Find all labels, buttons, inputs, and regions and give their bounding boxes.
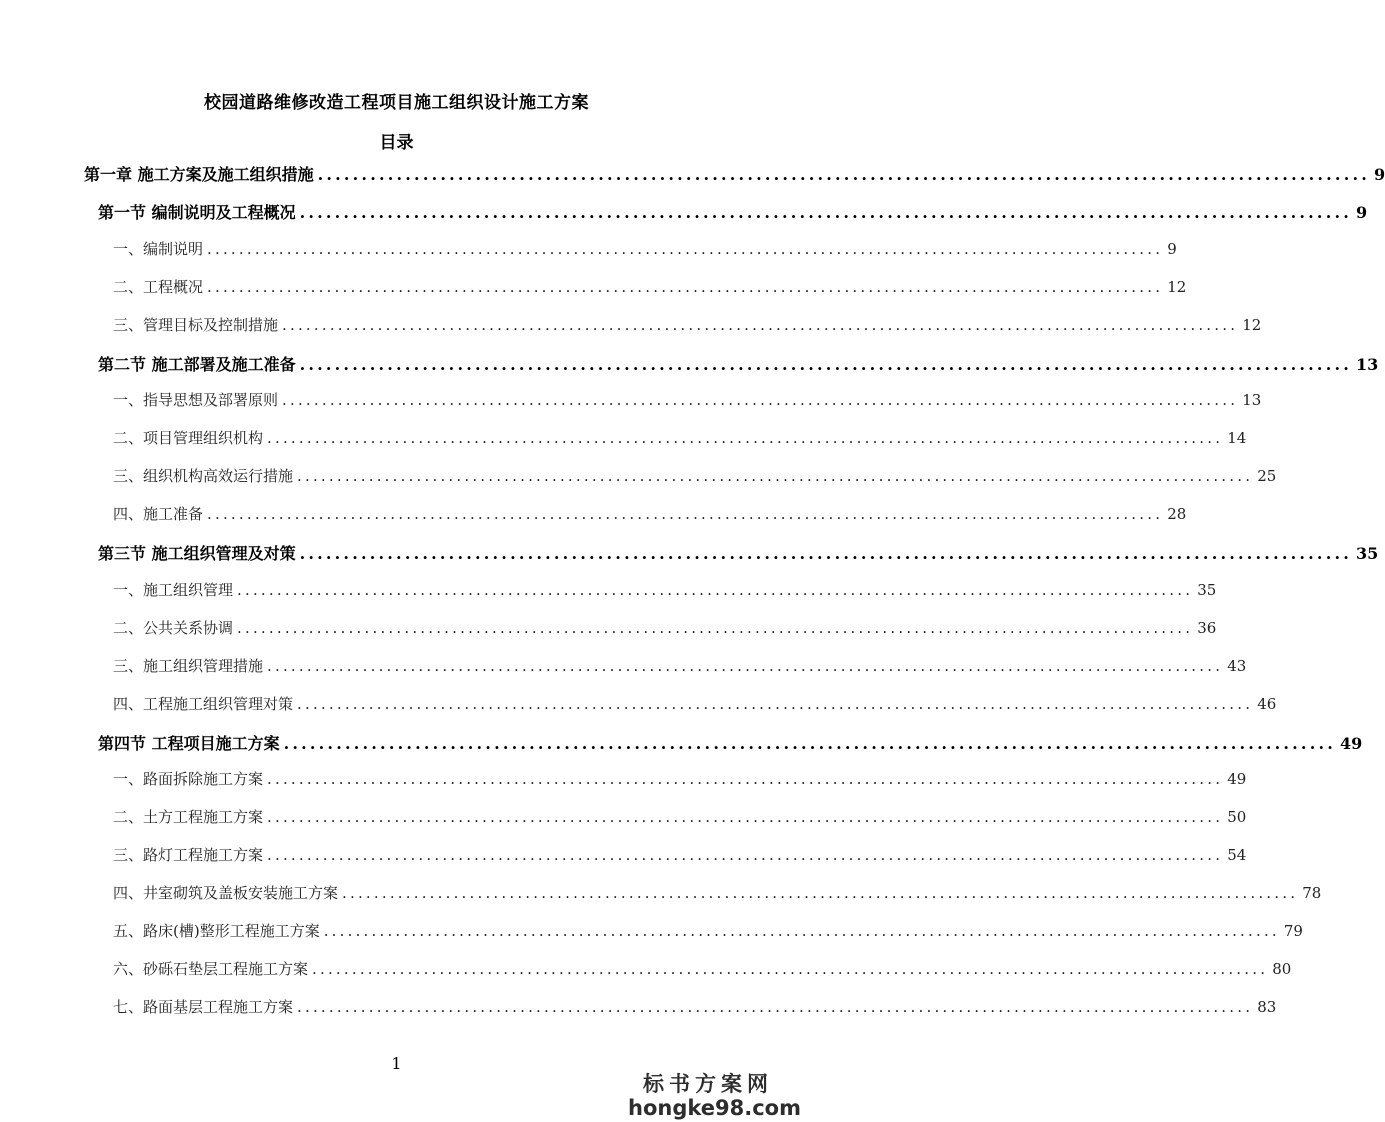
toc-entry-item[interactable] <box>113 427 1247 448</box>
toc-entry-page: 36 <box>1197 618 1217 637</box>
toc-entry-item[interactable] <box>113 617 1217 638</box>
toc-entry-label: 四、施工准备 <box>113 505 204 524</box>
toc-entry-label: 二、土方工程施工方案 <box>113 808 264 827</box>
toc-entry-label: 四、井室砌筑及盖板安装施工方案 <box>113 884 339 903</box>
toc-entry-page: 46 <box>1257 694 1277 713</box>
document-title: 校园道路维修改造工程项目施工组织设计施工方案 <box>204 93 589 113</box>
dot-leader: ........................................................................................................................ <box>267 808 1224 827</box>
toc-entry-label: 一、指导思想及部署原则 <box>113 391 279 410</box>
dot-leader: ........................................................................................................................ <box>267 656 1224 675</box>
toc-entry-label: 二、公共关系协调 <box>113 618 234 637</box>
dot-leader: ........................................................................................................................ <box>299 354 1353 374</box>
toc-entry-label: 二、项目管理组织机构 <box>113 429 264 448</box>
toc-entry-item[interactable] <box>113 920 1303 941</box>
toc-entry-item[interactable] <box>113 768 1247 789</box>
toc-entry-label: 第二节 施工部署及施工准备 <box>98 354 296 374</box>
toc-entry-label: 一、路面拆除施工方案 <box>113 770 264 789</box>
dot-leader: ........................................................................................................................ <box>323 922 1280 940</box>
dot-leader: ........................................................................................................................ <box>237 580 1194 599</box>
toc-entry-label: 三、施工组织管理措施 <box>113 656 264 675</box>
toc-entry-item[interactable] <box>113 503 1187 524</box>
toc-entry-page: 12 <box>1242 315 1262 334</box>
toc-entry-label: 第一章 施工方案及施工组织措施 <box>84 165 314 184</box>
dot-leader: ........................................................................................................................ <box>267 846 1224 865</box>
toc-entry-label: 一、施工组织管理 <box>113 580 234 599</box>
dot-leader: ........................................................................................................................ <box>267 429 1224 448</box>
toc-entry-item[interactable] <box>113 655 1247 676</box>
toc-entry-item[interactable] <box>113 882 1322 903</box>
toc-entry-item[interactable] <box>113 276 1187 297</box>
toc-entry-page: 80 <box>1272 959 1292 978</box>
toc-entry-label: 第四节 工程项目施工方案 <box>98 733 280 753</box>
toc-entry-page: 9 <box>1356 202 1368 222</box>
toc-entry-label: 第三节 施工组织管理及对策 <box>98 544 296 563</box>
toc-entry-label: 六、砂砾石垫层工程施工方案 <box>113 959 309 978</box>
watermark-name: 标书方案网 <box>643 1072 773 1096</box>
toc-entry-page: 14 <box>1227 429 1247 448</box>
toc-entry-page: 25 <box>1257 467 1277 486</box>
toc-entry-page: 9 <box>1374 165 1385 184</box>
dot-leader: ........................................................................................................................ <box>312 959 1269 978</box>
toc-heading: 目录 <box>379 133 414 153</box>
toc-entry-page: 50 <box>1227 808 1247 827</box>
toc-entry-page: 35 <box>1356 544 1379 563</box>
toc-entry-section[interactable] <box>98 541 1379 564</box>
toc-entry-page: 13 <box>1242 391 1262 410</box>
dot-leader: ........................................................................................................................ <box>283 733 1337 753</box>
toc-entry-label: 第一节 编制说明及工程概况 <box>98 202 296 222</box>
page-number: 1 <box>391 1054 402 1073</box>
toc-entry-item[interactable] <box>113 238 1177 259</box>
dot-leader: ........................................................................................................................ <box>282 315 1239 334</box>
toc-entry-label: 四、工程施工组织管理对策 <box>113 694 294 713</box>
dot-leader: ........................................................................................................................ <box>207 277 1164 296</box>
toc-entry-section[interactable] <box>98 352 1379 375</box>
toc-entry-chapter[interactable] <box>84 162 1385 185</box>
toc-entry-label: 三、管理目标及控制措施 <box>113 315 279 334</box>
dot-leader: ........................................................................................................................ <box>297 467 1254 486</box>
dot-leader: ........................................................................................................................ <box>207 505 1164 524</box>
toc-entry-item[interactable] <box>113 579 1217 600</box>
toc-entry-page: 54 <box>1227 846 1247 865</box>
toc-entry-page: 13 <box>1356 354 1379 374</box>
dot-leader: ........................................................................................................................ <box>299 202 1353 222</box>
toc-entry-section[interactable] <box>98 731 1363 754</box>
dot-leader: ........................................................................................................................ <box>267 770 1224 789</box>
toc-entry-page: 28 <box>1167 505 1187 524</box>
toc-entry-label: 二、工程概况 <box>113 277 204 296</box>
dot-leader: ........................................................................................................................ <box>297 694 1254 713</box>
dot-leader: ........................................................................................................................ <box>342 884 1299 903</box>
dot-leader: ........................................................................................................................ <box>207 239 1164 258</box>
toc-entry-label: 三、路灯工程施工方案 <box>113 846 264 865</box>
toc-entry-page: 49 <box>1227 770 1247 789</box>
toc-entry-page: 78 <box>1302 884 1322 903</box>
toc-entry-page: 12 <box>1167 277 1187 296</box>
toc-entry-page: 9 <box>1167 239 1177 258</box>
toc-entry-item[interactable] <box>113 465 1277 486</box>
toc-entry-item[interactable] <box>113 693 1277 714</box>
dot-leader: ........................................................................................................................ <box>282 391 1239 410</box>
toc-entry-item[interactable] <box>113 806 1247 827</box>
toc-entry-section[interactable] <box>98 200 1368 223</box>
toc-entry-label: 七、路面基层工程施工方案 <box>113 997 294 1016</box>
toc-entry-item[interactable] <box>113 958 1292 979</box>
toc-entry-page: 83 <box>1257 997 1277 1016</box>
dot-leader: ........................................................................................................................ <box>299 544 1353 563</box>
toc-entry-item[interactable] <box>113 996 1277 1017</box>
toc-entry-label: 三、组织机构高效运行措施 <box>113 467 294 486</box>
toc-entry-label: 一、编制说明 <box>113 239 204 258</box>
watermark-url: hongke98.com <box>628 1096 801 1120</box>
watermark-logo <box>628 1068 801 1120</box>
toc-entry-page: 35 <box>1197 580 1217 599</box>
toc-entry-page: 79 <box>1283 922 1303 940</box>
toc-entry-item[interactable] <box>113 389 1262 410</box>
toc-entry-item[interactable] <box>113 314 1262 335</box>
toc-entry-page: 43 <box>1227 656 1247 675</box>
toc-entry-page: 49 <box>1340 733 1363 753</box>
toc-entry-item[interactable] <box>113 844 1247 865</box>
dot-leader: ........................................................................................................................ <box>317 165 1371 184</box>
dot-leader: ........................................................................................................................ <box>297 997 1254 1016</box>
dot-leader: ........................................................................................................................ <box>237 618 1194 637</box>
toc-entry-label: 五、路床(槽)整形工程施工方案 <box>113 922 320 940</box>
